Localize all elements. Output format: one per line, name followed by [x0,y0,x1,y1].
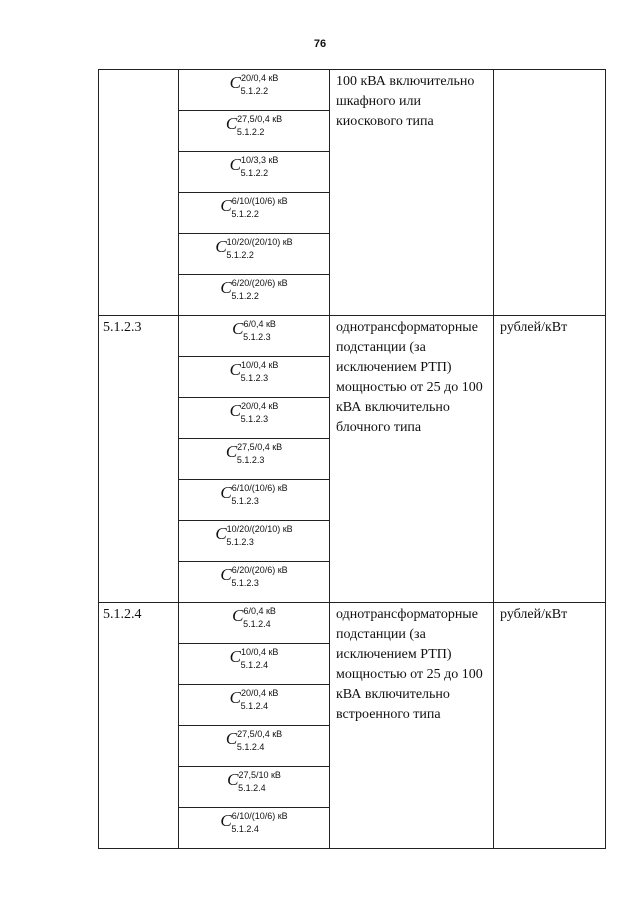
rate-symbol: $C^{27,5/0,4 кВ}$ 5.1.2.3 [225,442,283,465]
rate-symbol: $C^{27,5/0,4 кВ}$ 5.1.2.2 [225,114,283,137]
item-code-cell: 5.1.2.4 [99,603,179,849]
rate-symbol: $C^{6/0,4 кВ}$ 5.1.2.4 [232,606,276,629]
rate-symbol: $C^{6/10/(10/6) кВ}$ 5.1.2.3 [220,483,288,506]
rate-symbol: $C^{10/0,4 кВ}$ 5.1.2.4 [229,647,279,670]
rate-symbol-cell [179,685,330,726]
rate-symbol: $C^{27,5/10 кВ}$ 5.1.2.4 [227,770,281,793]
rate-symbol: $C^{27,5/0,4 кВ}$ 5.1.2.4 [225,729,283,752]
description-cell: 100 кВА включительно шкафного или киоскового типа [330,70,494,316]
rate-symbol: $C^{10/20/(20/10) кВ}$ 5.1.2.2 [215,237,293,260]
rate-symbol: $C^{6/10/(10/6) кВ}$ 5.1.2.2 [220,196,288,219]
rate-symbol-cell [179,644,330,685]
rate-symbol-cell [179,70,330,111]
rate-symbol-cell [179,357,330,398]
table-row [99,70,606,111]
rate-symbol: $C^{6/20/(20/6) кВ}$ 5.1.2.2 [220,278,288,301]
rate-symbol-cell [179,767,330,808]
rate-symbol: $C^{6/20/(20/6) кВ}$ 5.1.2.3 [220,565,288,588]
table-row [99,316,606,357]
rate-symbol-cell [179,193,330,234]
rate-symbol: $C^{6/0,4 кВ}$ 5.1.2.3 [232,319,276,342]
rate-symbol-cell [179,808,330,849]
item-code-cell: 5.1.2.3 [99,316,179,603]
rate-symbol: $C^{10/20/(20/10) кВ}$ 5.1.2.3 [215,524,293,547]
rate-symbol-cell [179,398,330,439]
table-row [99,603,606,644]
rate-symbol: $C^{20/0,4 кВ}$ 5.1.2.3 [229,401,279,424]
rate-symbol-cell [179,234,330,275]
tariff-table-body [99,70,606,849]
rate-symbol: $C^{20/0,4 кВ}$ 5.1.2.4 [229,688,279,711]
rate-symbol-cell [179,603,330,644]
rate-symbol-cell [179,316,330,357]
tariff-table [98,69,606,849]
rate-symbol: $C^{20/0,4 кВ}$ 5.1.2.2 [229,73,279,96]
item-code-cell [99,70,179,316]
rate-symbol: $C^{10/0,4 кВ}$ 5.1.2.3 [229,360,279,383]
rate-symbol-cell [179,726,330,767]
rate-symbol: $C^{10/3,3 кВ}$ 5.1.2.2 [229,155,279,178]
unit-cell: рублей/кВт [494,603,606,849]
rate-symbol-cell [179,152,330,193]
rate-symbol-cell [179,275,330,316]
rate-symbol-cell [179,480,330,521]
rate-symbol: $C^{6/10/(10/6) кВ}$ 5.1.2.4 [220,811,288,834]
rate-symbol-cell [179,111,330,152]
rate-symbol-cell [179,521,330,562]
rate-symbol-cell [179,562,330,603]
unit-cell [494,70,606,316]
rate-symbol-cell [179,439,330,480]
description-cell: однотрансформаторные подстанции (за исключением РТП) мощностью от 25 до 100 кВА включительно блочного типа [330,316,494,603]
page-number: 76 [313,38,327,50]
description-cell: однотрансформаторные подстанции (за исключением РТП) мощностью от 25 до 100 кВА включительно встроенного типа [330,603,494,849]
unit-cell: рублей/кВт [494,316,606,603]
